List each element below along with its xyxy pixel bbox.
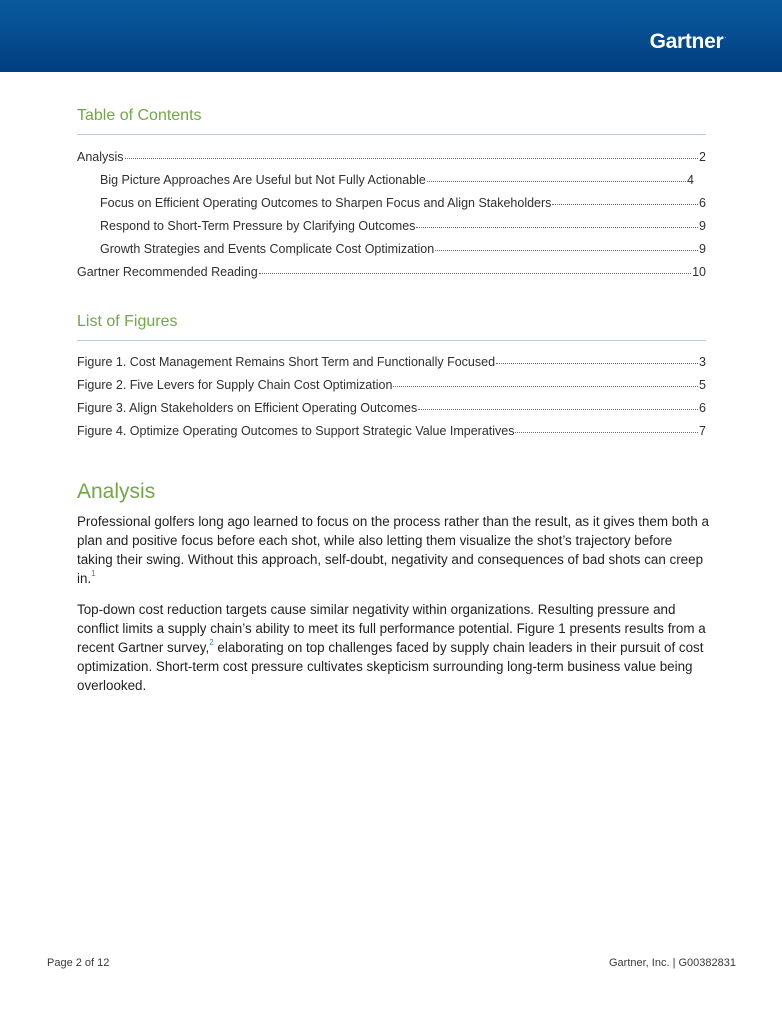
paragraph-text: Professional golfers long ago learned to focus on the process rather than the result, as it gives them both a plan and positive focus before each shot, while also letting them visualize the shot’s trajectory before taking their swing. Without this approach, self-doubt, negativity and consequences of bad shots can creep in. [77, 514, 709, 586]
toc-leader [416, 213, 698, 228]
toc-divider [77, 134, 706, 135]
figure-leader [418, 395, 698, 410]
logo-text: Gartner [649, 30, 724, 53]
toc-entry-page: 6 [699, 196, 706, 210]
figure-leader [515, 418, 698, 433]
figures-divider [77, 340, 706, 341]
figure-entry-label: Figure 2. Five Levers for Supply Chain Cost Optimization [77, 378, 393, 392]
analysis-paragraph-2 [77, 600, 709, 695]
toc-entry-page: 10 [692, 265, 706, 279]
toc-entry-page: 9 [699, 242, 706, 256]
toc-entry-focus-efficient[interactable] [100, 192, 706, 208]
toc-entry-label: Focus on Efficient Operating Outcomes to Sharpen Focus and Align Stakeholders [100, 196, 552, 210]
toc-entry-label: Respond to Short-Term Pressure by Clarifying Outcomes [100, 219, 416, 233]
toc-leader [427, 167, 686, 182]
toc-entry-respond[interactable] [100, 215, 706, 231]
figure-entry-page: 7 [699, 424, 706, 438]
toc-entry-label: Big Picture Approaches Are Useful but Not Fully Actionable [100, 173, 426, 187]
toc-entry-label: Growth Strategies and Events Complicate Cost Optimization [100, 242, 435, 256]
figure-entry-2[interactable] [77, 374, 706, 390]
toc-entry-recommended-reading[interactable] [77, 261, 706, 277]
toc-leader [125, 144, 699, 159]
page-number: Page 2 of 12 [47, 957, 110, 969]
analysis-heading: Analysis [77, 480, 156, 503]
figure-leader [393, 372, 698, 387]
toc-entry-page: 9 [699, 219, 706, 233]
gartner-logo [650, 30, 726, 54]
figure-leader [496, 349, 698, 364]
toc-entry-big-picture[interactable] [100, 169, 694, 185]
publisher-id: Gartner, Inc. | G00382831 [609, 957, 736, 969]
figure-entry-page: 3 [699, 355, 706, 369]
toc-entry-page: 2 [699, 150, 706, 164]
footnote-ref-2[interactable]: 2 [209, 638, 214, 647]
figure-entry-3[interactable] [77, 397, 706, 413]
figure-entry-label: Figure 3. Align Stakeholders on Efficient Operating Outcomes [77, 401, 418, 415]
figures-title: List of Figures [77, 313, 178, 330]
figure-entry-4[interactable] [77, 420, 706, 436]
toc-leader [259, 259, 691, 274]
figure-entry-page: 5 [699, 378, 706, 392]
paragraph-text: elaborating on top challenges faced by supply chain leaders in their pursuit of cost optimization. Short-term cost pressure cultivates skepticism surrounding long-term business value being overlooked. [77, 640, 704, 693]
figure-entry-1[interactable] [77, 351, 706, 367]
paragraph-text: Top-down cost reduction targets cause similar negativity within organizations. Resulting pressure and conflict limits a supply chain’s ability to meet its full performance potential. Figure 1 presents results from a recent Gartner survey, [77, 602, 706, 655]
logo-mark: . [724, 33, 726, 40]
toc-entry-label: Gartner Recommended Reading [77, 265, 258, 279]
page-header [0, 0, 782, 72]
figure-entry-page: 6 [699, 401, 706, 415]
analysis-paragraph-1 [77, 512, 709, 588]
toc-title: Table of Contents [77, 107, 202, 124]
figure-entry-label: Figure 1. Cost Management Remains Short Term and Functionally Focused [77, 355, 496, 369]
toc-entry-growth[interactable] [100, 238, 706, 254]
toc-leader [552, 190, 698, 205]
toc-entry-page: 4 [687, 173, 694, 187]
footnote-ref-1[interactable]: 1 [91, 569, 96, 578]
toc-entry-analysis[interactable] [77, 146, 706, 162]
toc-entry-label: Analysis [77, 150, 124, 164]
toc-leader [435, 236, 698, 251]
figure-entry-label: Figure 4. Optimize Operating Outcomes to Support Strategic Value Imperatives [77, 424, 515, 438]
